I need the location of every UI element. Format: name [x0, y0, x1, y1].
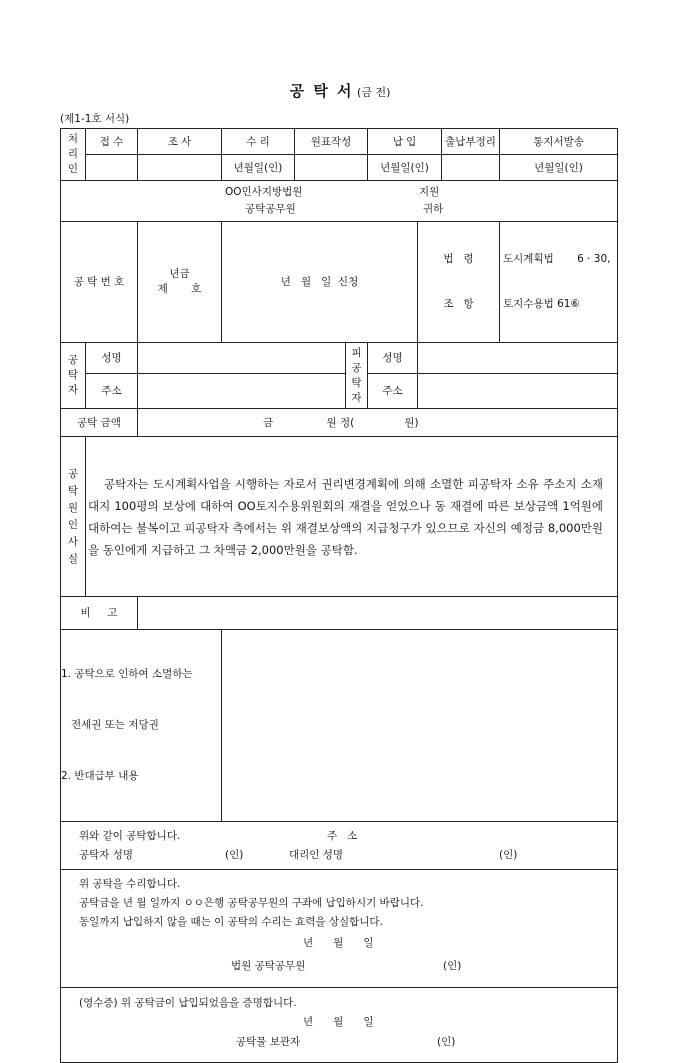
remarks-field[interactable]: [138, 597, 618, 630]
declaration-row: [61, 822, 618, 870]
declaration-agent-name: 대리인 성명: [289, 848, 344, 861]
document-title: [0, 80, 680, 101]
addressee-officer: 공탁공무원: [245, 203, 296, 215]
acceptance-line1: 위 공탁을 수리합니다.: [79, 877, 181, 890]
extinguished-line1: 1. 공탁으로 인하여 소멸하는: [61, 668, 193, 680]
law-label-bottom: 조 항: [443, 298, 474, 310]
depositee-address-field[interactable]: [418, 374, 618, 409]
depositee-name-label: 성명: [368, 343, 418, 374]
deposit-number-year[interactable]: [138, 222, 222, 343]
depositor-address-field[interactable]: [138, 374, 346, 409]
amount-row: [61, 409, 618, 437]
processing-label: 처 리 인: [61, 129, 86, 181]
receipt-cell: [61, 988, 618, 1063]
deposit-number-label: 공 탁 번 호: [61, 222, 138, 343]
acceptance-officer: 법원 공탁공무원: [231, 959, 306, 972]
depositor-address-label: 주소: [86, 374, 138, 409]
depositor-label: 공 탁 자: [61, 343, 86, 409]
receipt-row: [61, 988, 618, 1063]
proc-col-account: 출납부정리: [442, 129, 500, 155]
proc-col-accept: 수 리: [222, 129, 295, 155]
facts-row: [61, 437, 618, 597]
title-main: 공 탁 서: [289, 82, 354, 100]
depositor-name-label: 성명: [86, 343, 138, 374]
amount-field[interactable]: 금 원 정( 원): [138, 409, 618, 437]
deposit-form-table: [60, 128, 618, 1063]
declaration-depositor-name: 공탁자 성명: [79, 848, 134, 861]
remarks-label: 비 고: [61, 597, 138, 630]
proc-col-notice: 통지서발송: [500, 129, 618, 155]
law-value-bottom: 토지수용법 61⑥: [503, 298, 580, 310]
proc-col-receipt: 접 수: [86, 129, 138, 155]
processing-header-row: [61, 129, 618, 155]
declaration-cell: [61, 822, 618, 870]
extinguished-field[interactable]: [222, 630, 618, 822]
proc-col-ledger: 원표작성: [295, 129, 368, 155]
addressee-honorific: 귀하: [423, 203, 444, 215]
party-name-row: [61, 343, 618, 374]
acceptance-line2: 공탁금을 년 월 일까지 ㅇㅇ은행 공탁공무원의 구좌에 납입하시기 바랍니다.: [79, 896, 424, 909]
acceptance-cell: [61, 870, 618, 988]
proc-date-payment[interactable]: 년월일(인): [368, 155, 442, 181]
declaration-seal-1: (인): [225, 848, 244, 861]
proc-date-account[interactable]: [442, 155, 500, 181]
proc-date-notice[interactable]: 년월일(인): [500, 155, 618, 181]
depositee-address-label: 주소: [368, 374, 418, 409]
proc-date-survey[interactable]: [138, 155, 222, 181]
deposit-year-bottom: 제 호: [157, 283, 202, 295]
proc-date-receipt[interactable]: [86, 155, 138, 181]
extinguished-row: [61, 630, 618, 822]
declaration-seal-2: (인): [499, 848, 518, 861]
receipt-line1: (영수증) 위 공탁금이 납입되었음을 증명합니다.: [79, 997, 297, 1009]
law-value-top: 도시계획법 6 · 30,: [503, 253, 611, 265]
acceptance-row: [61, 870, 618, 988]
receipt-keeper: 공탁물 보관자: [236, 1036, 301, 1048]
processing-date-row: [61, 155, 618, 181]
law-label-top: 법 령: [443, 253, 474, 265]
proc-col-survey: 조 사: [138, 129, 222, 155]
addressee-court: OO민사지방법원: [225, 186, 303, 198]
law-value[interactable]: [500, 222, 618, 343]
acceptance-date: 년 월 일: [303, 936, 374, 949]
deposit-year-top: 년금: [169, 268, 190, 280]
form-code: (제1-1호 서식): [60, 113, 130, 125]
deposit-apply-date[interactable]: 년 월 일 신청: [222, 222, 418, 343]
receipt-date: 년 월 일: [303, 1016, 374, 1028]
party-address-row: [61, 374, 618, 409]
addressee-branch: 지원: [419, 186, 440, 198]
extinguished-label: [61, 630, 222, 822]
amount-label: 공탁 금액: [61, 409, 138, 437]
facts-label: 공 탁 원 인 사 실: [61, 437, 86, 597]
law-label: [418, 222, 500, 343]
acceptance-line3: 동일까지 납입하지 않을 때는 이 공탁의 수리는 효력을 상실합니다.: [79, 915, 383, 928]
addressee-row: [61, 181, 618, 222]
proc-date-accept[interactable]: 년월일(인): [222, 155, 295, 181]
title-suffix: (금 전): [357, 86, 391, 99]
extinguished-line3: 2. 반대급부 내용: [61, 770, 139, 782]
depositee-label: 피 공 탁 자: [346, 343, 368, 409]
depositee-name-field[interactable]: [418, 343, 618, 374]
proc-date-ledger[interactable]: [295, 155, 368, 181]
deposit-number-row: [61, 222, 618, 343]
declaration-address-label: 주 소: [327, 829, 358, 842]
acceptance-seal: (인): [443, 959, 462, 972]
declaration-line1: 위와 같이 공탁합니다.: [79, 829, 181, 842]
proc-col-payment: 납 입: [368, 129, 442, 155]
receipt-seal: (인): [437, 1036, 456, 1048]
extinguished-line2: 전세권 또는 저당권: [61, 719, 159, 731]
addressee-cell: [61, 181, 618, 222]
depositor-name-field[interactable]: [138, 343, 346, 374]
remarks-row: [61, 597, 618, 630]
facts-text[interactable]: 공탁자는 도시계획사업을 시행하는 자로서 권리변경계획에 의해 소멸한 피공탁자 소유 주소지 소재 대지 100평의 보상에 대하여 OO토지수용위원회의 재결을 얻었으나 동 재결에 따른 보상금액 1억원에 대하여는 불복이고 피공탁자 측에서는 위 재결보상액의 지급청구가 있으므로 자신의 예정금 8,000만원을 동인에게 지급하고 그 차액금 2,000만원을 공탁함.: [86, 437, 618, 597]
